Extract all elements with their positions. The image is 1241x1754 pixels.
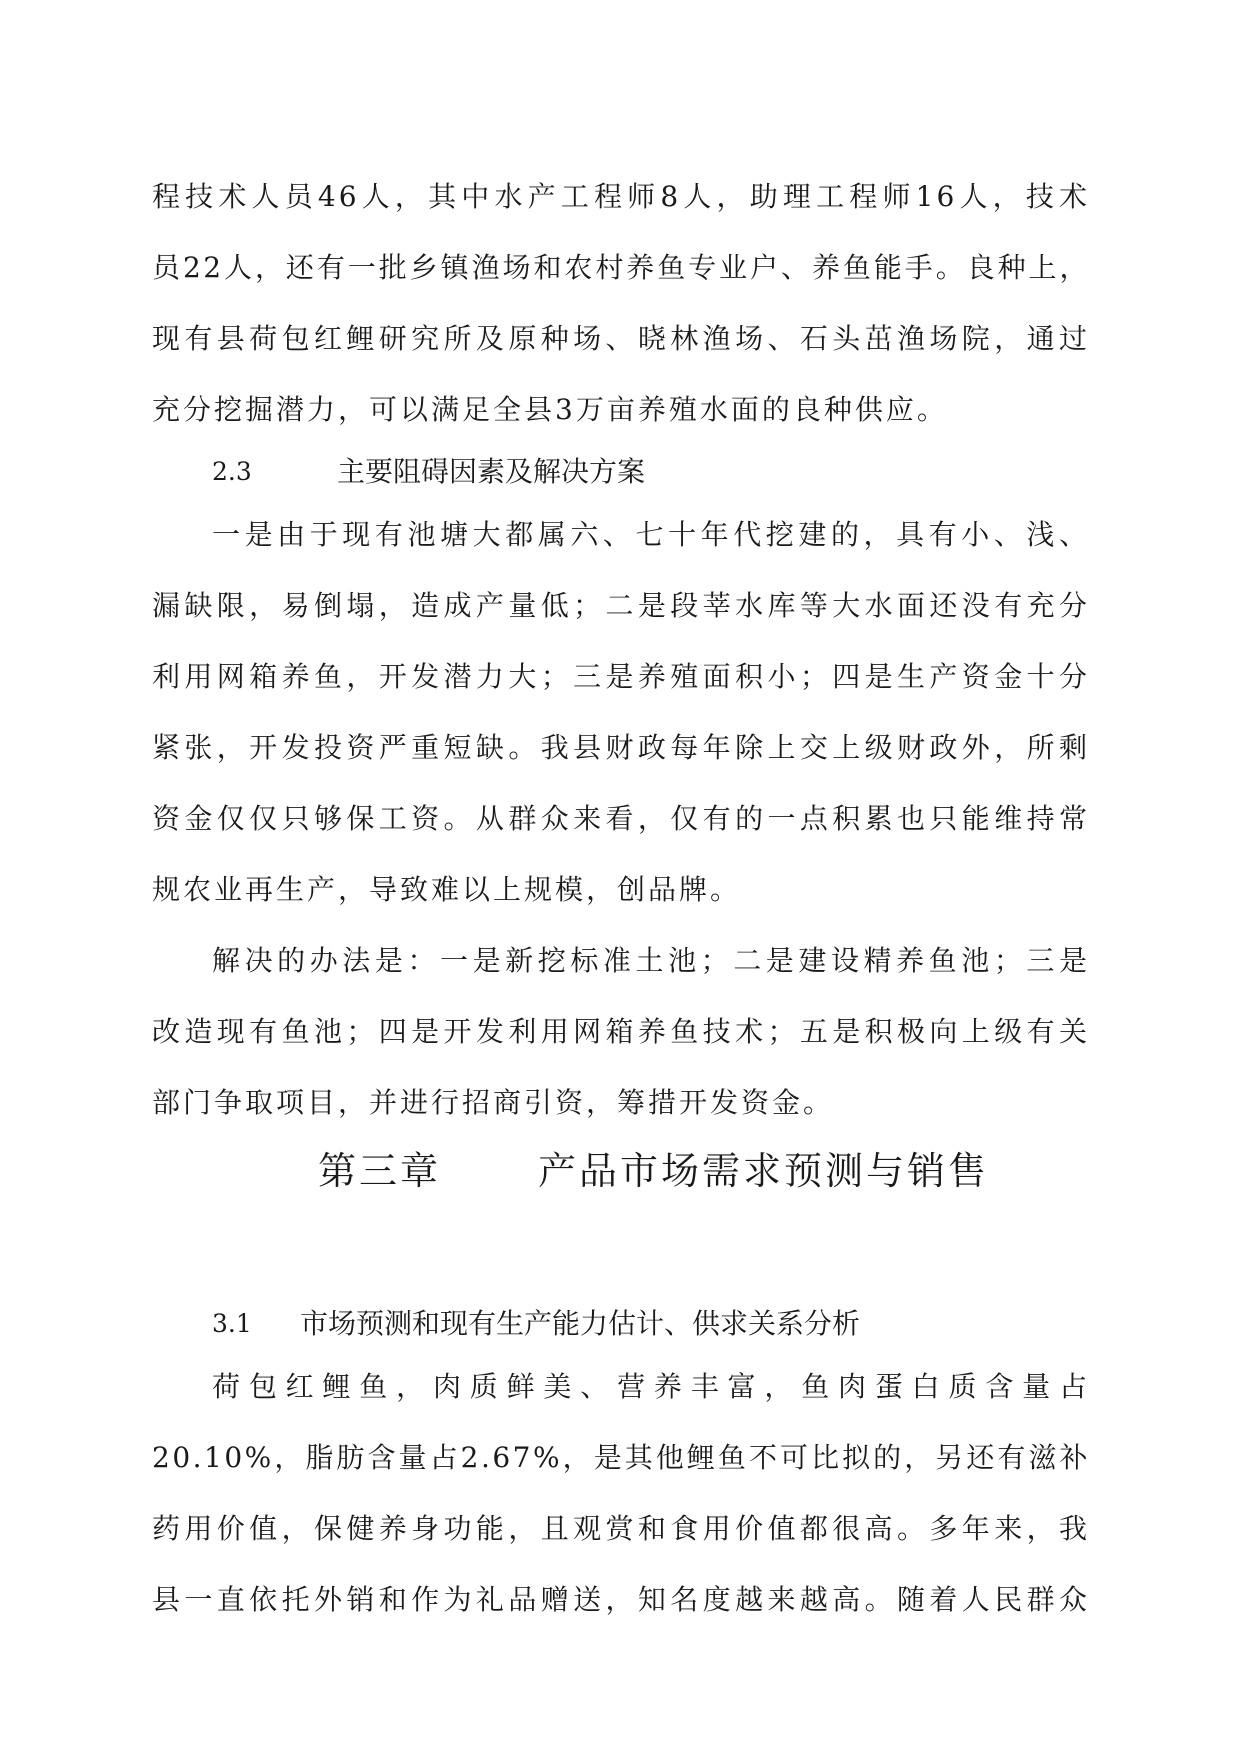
- paragraph-line: 利用网箱养鱼，开发潜力大；三是养殖面积小；四是生产资金十分: [152, 660, 1090, 693]
- chapter-title: 产品市场需求预测与销售: [538, 1149, 990, 1193]
- section-title: 主要阻碍因素及解决方案: [337, 455, 646, 488]
- paragraph-line: 一是由于现有池塘大都属六、七十年代挖建的，具有小、浅、: [212, 518, 1090, 551]
- section-heading-3-1: [212, 1304, 992, 1344]
- paragraph-line: 县一直依托外销和作为礼品赠送，知名度越来越高。随着人民群众: [152, 1583, 1090, 1616]
- paragraph-line: 紧张，开发投资严重短缺。我县财政每年除上交上级财政外，所剩: [152, 731, 1090, 764]
- chapter-number: 第三章: [318, 1149, 442, 1193]
- section-number: 3.1: [212, 1309, 252, 1338]
- paragraph-line: 资金仅仅只够保工资。从群众来看，仅有的一点积累也只能维持常: [152, 802, 1090, 835]
- section-number: 2.3: [212, 457, 252, 486]
- paragraph-line: 程技术人员46人，其中水产工程师8人，助理工程师16人，技术: [152, 180, 1090, 213]
- paragraph-line: 改造现有鱼池；四是开发利用网箱养鱼技术；五是积极向上级有关: [152, 1015, 1090, 1048]
- paragraph-line: 荷包红鲤鱼，肉质鲜美、营养丰富，鱼肉蛋白质含量占: [212, 1370, 1090, 1403]
- paragraph-line: 药用价值，保健养身功能，且观赏和食用价值都很高。多年来，我: [152, 1512, 1090, 1545]
- paragraph-line: 漏缺限，易倒塌，造成产量低；二是段莘水库等大水面还没有充分: [152, 589, 1090, 622]
- section-heading-2-3: [212, 452, 772, 492]
- paragraph-line: 20.10%，脂肪含量占2.67%，是其他鲤鱼不可比拟的，另还有滋补: [152, 1441, 1090, 1474]
- paragraph-line: 规农业再生产，导致难以上规模，创品牌。: [152, 873, 742, 906]
- section-title: 市场预测和现有生产能力估计、供求关系分析: [300, 1307, 861, 1340]
- paragraph-line: 充分挖掘潜力，可以满足全县3万亩养殖水面的良种供应。: [152, 393, 948, 426]
- paragraph-line: 部门争取项目，并进行招商引资，筹措开发资金。: [152, 1086, 835, 1119]
- paragraph-line: 员22人，还有一批乡镇渔场和农村养鱼专业户、养鱼能手。良种上，: [152, 251, 1090, 284]
- paragraph-line: 现有县荷包红鲤研究所及原种场、晓林渔场、石头茁渔场院，通过: [152, 322, 1090, 355]
- paragraph-line: 解决的办法是：一是新挖标准土池；二是建设精养鱼池；三是: [212, 944, 1090, 977]
